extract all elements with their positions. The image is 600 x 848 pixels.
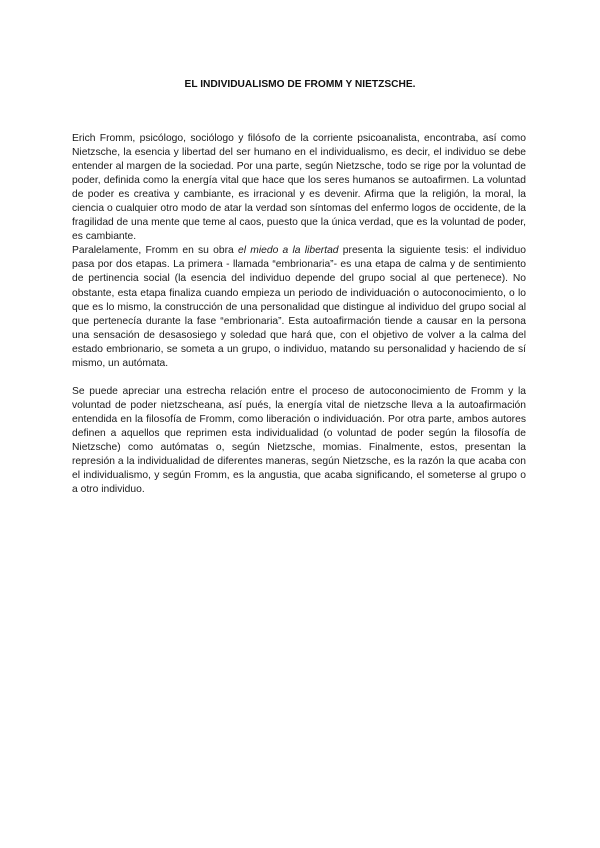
paragraph-2-lead: Paralelamente, Fromm en su obra [72, 245, 238, 257]
paragraph-2-rest: presenta la siguiente tesis: el individuo pasa por dos etapas. La primera - llamada “embrionaria”- es una etapa de calma y de sentimiento de pertinencia social (la esencia del individuo depende del grupo social al que pertenece). No obstante, esta etapa finaliza cuando empieza un periodo de individuación o autoconocimiento, o lo que es lo mismo, la construcción de una personalidad que distingue al individuo del grupo social al que pertenecía durante la fase “embrionaria”. Esta autoafirmación tiende a causar en la persona una sensación de desasosiego y soledad que hará que, con el objetivo de volver a la calma del estado embrionario, se someta a un grupo, o individuo, matando su personalidad y haciendo de sí mismo, un autómata. [72, 245, 526, 369]
paragraph-1: Erich Fromm, psicólogo, sociólogo y filósofo de la corriente psicoanalista, encontraba, así como Nietzsche, la esencia y libertad del ser humano en el individualismo, es decir, el individuo se debe entender al margen de la sociedad. Por una parte, según Nietzsche, todo se rige por la voluntad de poder, definida como la energía vital que hace que los seres humanos se autoafirmen. La voluntad de poder es creativa y cambiante, es irracional y es devenir. Afirma que la religión, la moral, la ciencia o cualquier otro modo de atar la verdad son síntomas del enfermo logos de occidente, de la fragilidad de una mente que teme al caos, puesto que la única verdad, que es la voluntad de poder, es cambiante. [72, 133, 526, 243]
book-title-italic: el miedo a la libertad [238, 245, 339, 257]
document-body [72, 132, 526, 497]
paragraph-2 [72, 244, 526, 370]
page-title: EL INDIVIDUALISMO DE FROMM Y NIETZSCHE. [184, 79, 416, 90]
paragraph-3: Se puede apreciar una estrecha relación entre el proceso de autoconocimiento de Fromm y la voluntad de poder nietzscheana, así pués, la energía vital de nietzsche lleva a la autoafirmación entendida en la filosofía de Fromm, como liberación o individuación. Por otra parte, ambos autores definen a aquellos que reprimen esta individualidad (o voluntad de poder según la filosofía de Nietzsche) como autómatas o, según Nietzsche, momias. Finalmente, estos, presentan la represión a la individualidad de diferentes maneras, según Nietzsche, es la razón la que acaba con el individualismo, y según Fromm, es la angustia, que acaba significando, el someterse al grupo o a otro individuo. [72, 385, 526, 496]
